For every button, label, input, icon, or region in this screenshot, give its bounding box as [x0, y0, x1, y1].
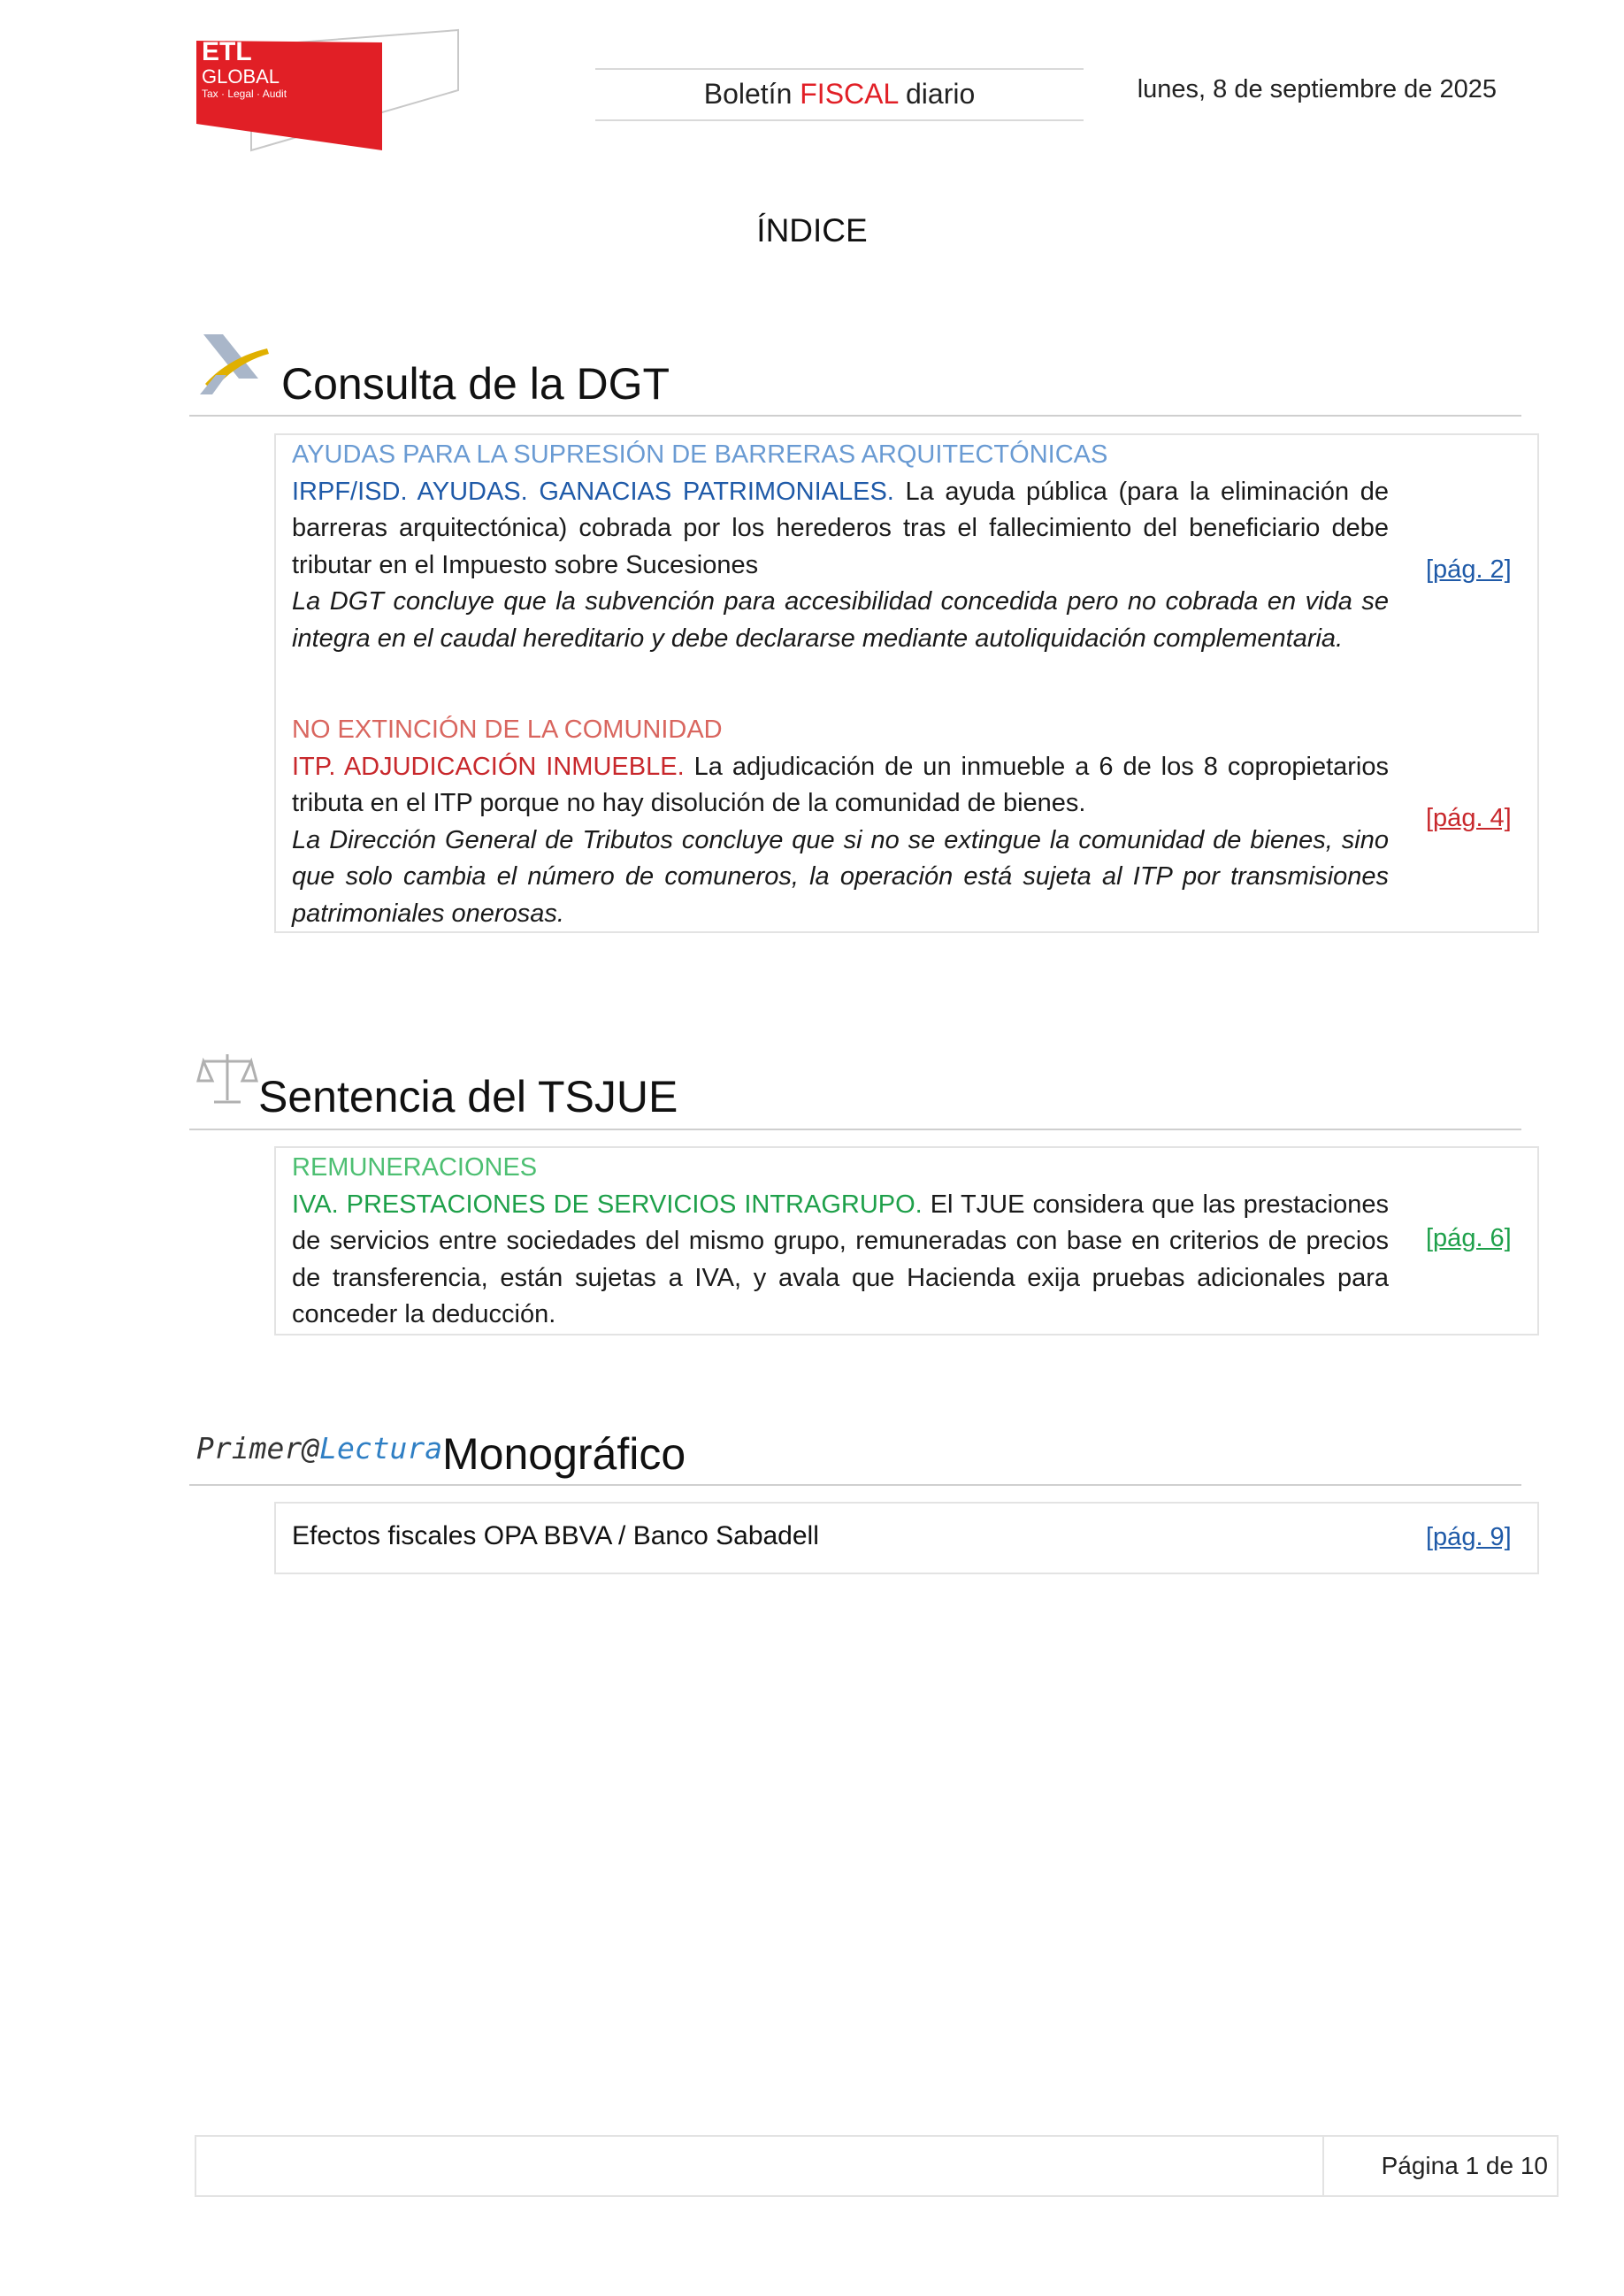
page-link-4[interactable]: [pág. 4] — [1426, 804, 1512, 832]
footer-divider — [1322, 2135, 1324, 2197]
dgt-entries-box — [274, 433, 1539, 933]
entry-summary: La adjudicación de un inmueble a 6 de los 8 copropietarios tributa en el ITP porque no hay disolución de la comunidad de bienes. — [292, 752, 1390, 817]
entry-summary: La ayuda pública (para la eliminación de barreras arquitectónica) cobrada por los herederos tras el fallecimiento del beneficiario debe tributar en el Impuesto sobre Sucesiones — [292, 477, 1389, 579]
logo-text-global: GLOBAL — [202, 65, 280, 88]
brand-part2: Lectura — [319, 1431, 443, 1466]
entry-lead: IVA. PRESTACIONES DE SERVICIOS INTRAGRUPO. — [292, 1190, 923, 1219]
bulletin-title-part1: Boletín — [703, 78, 801, 110]
entry-conclusion: La DGT concluye que la subvención para accesibilidad concedida pero no cobrada en vida se integra en el caudal hereditario y debe declararse mediante autoliquidación complementaria. — [292, 587, 1389, 653]
monografico-entries-box — [274, 1502, 1539, 1574]
tax-agency-logo-icon — [196, 329, 272, 400]
bulletin-title — [595, 68, 1084, 121]
section-divider — [189, 415, 1521, 417]
entry-kicker: REMUNERACIONES — [292, 1153, 538, 1182]
brand-part1: Primer@ — [196, 1431, 320, 1466]
entry-lead: IRPF/ISD. AYUDAS. GANACIAS PATRIMONIALES. — [292, 477, 894, 506]
entry-kicker: AYUDAS PARA LA SUPRESIÓN DE BARRERAS ARQUITECTÓNICAS — [292, 440, 1108, 469]
entry-lead: ITP. ADJUDICACIÓN INMUEBLE. — [292, 752, 685, 781]
page-link-6[interactable]: [pág. 6] — [1426, 1224, 1512, 1252]
logo-text-etl: ETL — [202, 37, 252, 66]
primera-lectura-brand — [196, 1431, 442, 1466]
etl-global-logo-graphic — [196, 28, 462, 152]
index-entry — [292, 712, 1389, 932]
tsjue-entries-box — [274, 1146, 1539, 1336]
page-link-2[interactable]: [pág. 2] — [1426, 555, 1512, 584]
section-title-tsjue: Sentencia del TSJUE — [258, 1072, 678, 1121]
bulletin-title-fiscal: FISCAL — [800, 78, 899, 110]
section-title-dgt: Consulta de la DGT — [281, 359, 670, 409]
entry-conclusion: La Dirección General de Tributos concluye que si no se extingue la comunidad de bienes, sino que solo cambia el número de comuneros, la operación está sujeta al ITP por transmisiones patrimoniales onerosas. — [292, 825, 1389, 928]
index-entry — [292, 1150, 1389, 1334]
bulletin-title-part3: diario — [898, 78, 976, 110]
entry-summary: El TJUE considera que las prestaciones de servicios entre sociedades del mismo grupo, remuneradas con base en criterios de precios de transferencia, están sujetas a IVA, y avala que Hacienda exija pruebas adicionales para conceder la deducción. — [292, 1190, 1390, 1328]
page-number: Página 1 de 10 — [1381, 2152, 1548, 2179]
bulletin-date: lunes, 8 de septiembre de 2025 — [1137, 75, 1497, 103]
section-divider — [189, 1484, 1521, 1486]
scales-of-justice-icon — [196, 1049, 258, 1111]
monografico-entry-title[interactable]: Efectos fiscales OPA BBVA / Banco Sabadell — [292, 1521, 819, 1550]
index-title: ÍNDICE — [756, 212, 868, 249]
section-divider — [189, 1129, 1521, 1130]
section-title-monografico: Monográfico — [442, 1429, 686, 1479]
index-entry — [292, 437, 1389, 657]
page-link-9[interactable]: [pág. 9] — [1426, 1523, 1512, 1551]
entry-kicker: NO EXTINCIÓN DE LA COMUNIDAD — [292, 716, 723, 744]
etl-global-logo — [196, 28, 462, 152]
logo-text-tagline: Tax · Legal · Audit — [202, 88, 287, 100]
